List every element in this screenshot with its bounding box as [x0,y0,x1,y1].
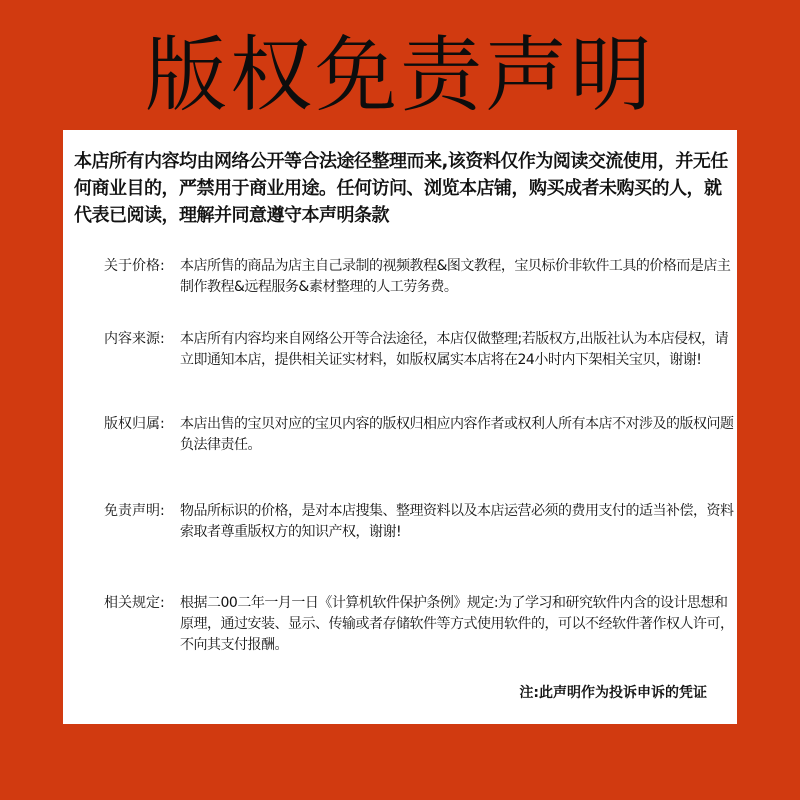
section-label: 内容来源: [104,331,165,347]
section-label: 版权归属: [104,416,165,432]
section-label: 相关规定: [104,595,165,611]
section-label: 免责声明: [104,503,165,519]
footnote: 注:此声明作为投诉申诉的凭证 [519,685,707,701]
disclaimer-panel [63,130,737,724]
section-text: 本店所售的商品为店主自己录制的视频教程&图文教程，宝贝标价非软件工具的价格而是店主制作教程&远程服务&素材整理的人工劳务费。 [180,258,731,295]
section-source [104,329,734,371]
page-title: 版权免责声明 [144,28,655,123]
section-text: 物品所标识的价格，是对本店搜集、整理资料以及本店运营必须的费用支付的适当补偿，资料索取者尊重版权方的知识产权，谢谢! [180,503,734,540]
section-text: 本店所有内容均来自网络公开等合法途径，本店仅做整理;若版权方,出版社认为本店侵权，请立即通知本店，提供相关证实材料，如版权属实本店将在24小时内下架相关宝贝，谢谢! [180,331,729,368]
section-text: 根据二00二年一月一日《计算机软件保护条例》规定:为了学习和研究软件内含的设计思想和原理，通过安装、显示、传输或者存储软件等方式使用软件的，可以不经软件著作权人许可，不向其支付报酬。 [180,595,734,653]
section-label: 关于价格: [104,258,165,274]
intro-paragraph: 本店所有内容均由网络公开等合法途径整理而来,该资料仅作为阅读交流使用，并无任何商业目的，严禁用于商业用途。任何访问、浏览本店铺，购买成者未购买的人，就代表已阅读，理解并同意遵守本声明条款 [74,151,728,226]
section-price [104,256,734,298]
section-text: 本店出售的宝贝对应的宝贝内容的版权归相应内容作者或权利人所有本店不对涉及的版权问题负法律责任。 [180,416,734,453]
section-regulations [104,593,734,656]
section-disclaimer [104,501,734,543]
section-copyright [104,414,734,456]
